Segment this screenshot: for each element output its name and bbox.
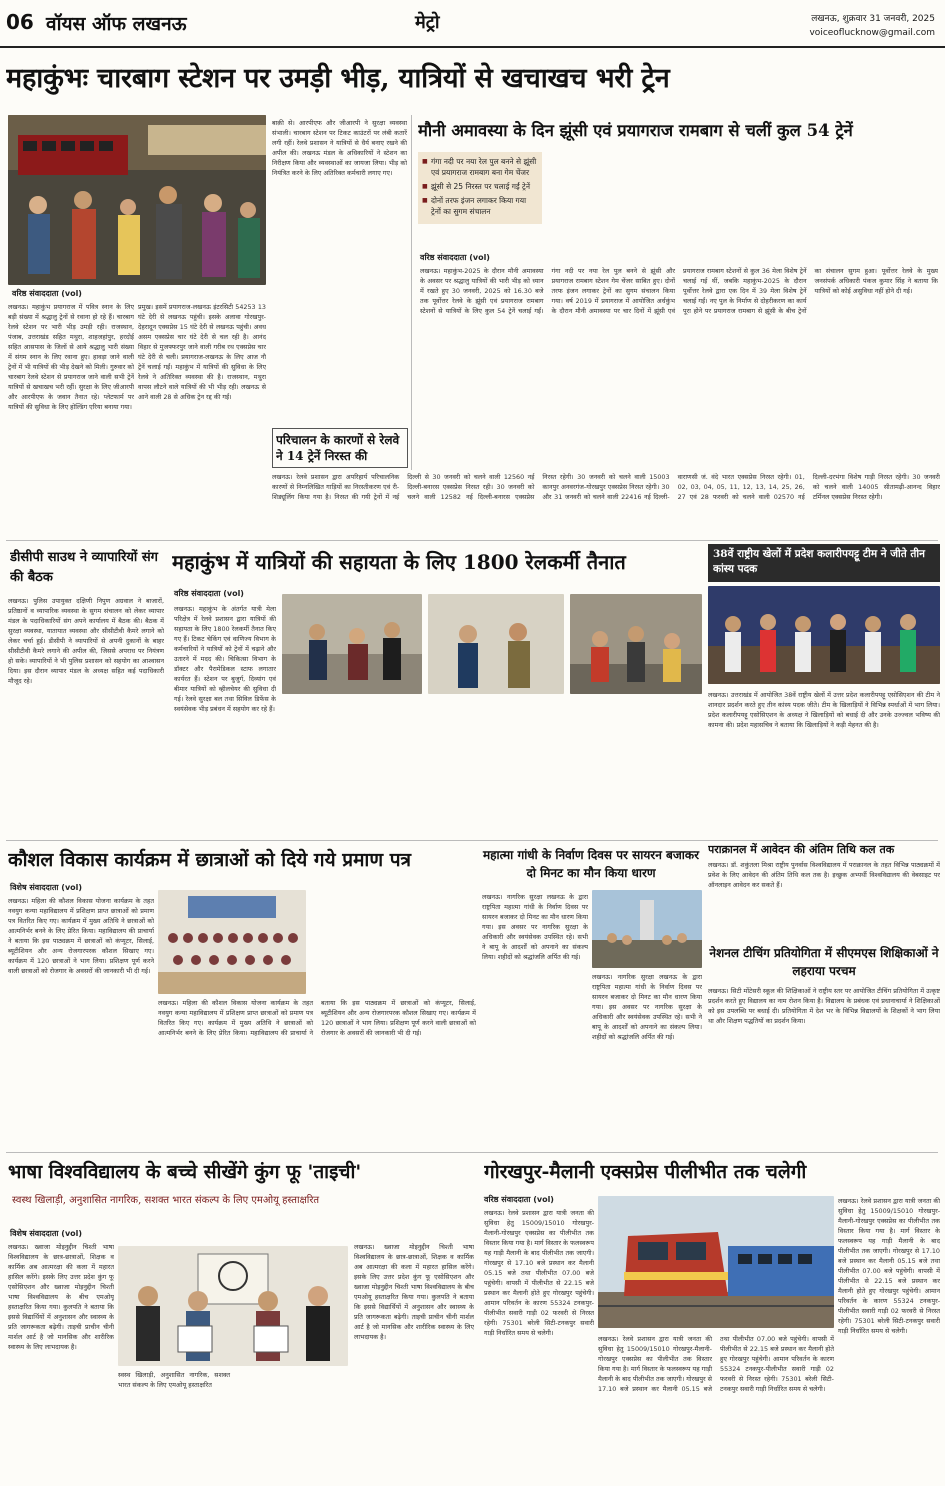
story11-photo: [118, 1246, 348, 1366]
section-name: मेट्रो: [415, 12, 440, 33]
story7-text: लखनऊ। डॉ. शकुंतला मिश्रा राष्ट्रीय पुनर्वास विश्वविद्यालय में पराक्रानल के तहत विभिन्न पाठ्यक्रमों में प्रवेश के लिए आवेदन की अंतिम तिथि कल तक है। इच्छुक अभ्यर्थी विश्वविद्यालय की वेबसाइट पर ऑनलाइन आवेदन कर सकते हैं।: [708, 861, 940, 889]
story5-photo-3: [570, 594, 702, 694]
story11-continuation: स्वस्थ खिलाड़ी, अनुशासित नागरिक, सशक्त भारत संकल्प के लिए एमओयू हस्ताक्षरित: [118, 1371, 230, 1389]
story5-text-cont: [282, 700, 702, 836]
platform-crowd-image: [570, 594, 702, 694]
story11-byline: विशेष संवाददाता (vol): [10, 1229, 83, 1238]
story4-text: लखनऊ। पुलिस उपायुक्त दक्षिणी निपुण अग्रवाल ने बाजारों, प्रतिष्ठानों व व्यापारिक व्यवस्था के सुगम संचालन को लेकर व्यापार मंडल के पदाधिकारियों संग अपने कार्यालय में बैठक की। बैठक में सुरक्षा व्यवस्था, यातायात व्यवस्था और सीसीटीवी कैमरे लगाने को लेकर चर्चा हुई। डीसीपी ने व्यापारियों से अपनी दुकानों के बाहर सीसीटीवी कैमरे लगाने की अपील की, जिससे अपराध पर नियंत्रण हो सके। व्यापारियों ने भी पुलिस प्रशासन को सहयोग का आश्वासन दिया। इस दौरान व्यापार मंडल के अध्यक्ष सहित कई पदाधिकारी मौजूद रहे।: [8, 597, 164, 685]
story10-text: लखनऊ। नागरिक सुरक्षा लखनऊ के द्वारा राष्ट्रपिता महात्मा गांधी के निर्वाण दिवस पर सायरन बजाकर दो मिनट का मौन धारण किया गया। इस अवसर पर नागरिक सुरक्षा के अधिकारी और स्वयंसेवक उपस्थित रहे। सभी ने बापू के आदर्शों को अपनाने का संकल्प लिया। शहीदों को श्रद्धांजलि अर्पित की गई।: [482, 893, 588, 961]
story11-text-side: [354, 1242, 474, 1478]
story2-headline: मौनी अमावस्या के दिन झूंसी एवं प्रयागराज रामबाग से चलीं कुल 54 ट्रेनें: [418, 121, 853, 140]
story12-side-continuation: लखनऊ। रेलवे प्रशासन द्वारा यात्री जनता की सुविधा हेतु 15009/15010 गोरखपुर-मैलानी-गोरखपुर एक्सप्रेस का पीलीभीत तक विस्तार किया गया है। मार्ग विस्तार के फलस्वरूप यह गाड़ी मैलानी के बाद पीलीभीत तक जाएगी। गोरखपुर से 17.10 बजे प्रस्थान कर मैलानी 05.15 बजे तथा पीलीभीत 07.00 बजे पहुंचेगी। वापसी में पीलीभीत से 22.15 बजे प्रस्थान कर मैलानी होते हुए गोरखपुर पहुंचेगी। आमान परिवर्तन के कारण 55324 टनकपुर-पीलीभीत सवारी गाड़ी 02 फरवरी से निरस्त रहेगी। 75301 बरेली सिटी-टनकपुर सवारी गाड़ी निर्धारित समय से चलेगी।: [838, 1197, 940, 1335]
crowd-at-station-image: [8, 115, 266, 285]
page-number: 06: [6, 10, 34, 34]
story2-bullets: [418, 152, 542, 224]
website: voiceoflucknow@gmail.com: [809, 28, 935, 38]
story9-headline: कौशल विकास कार्यक्रम में छात्राओं को दिये गये प्रमाण पत्र: [8, 849, 411, 871]
story11-headline: भाषा विश्वविद्यालय के बच्चे सीखेंगे कुंग फू 'ताइची': [8, 1161, 362, 1183]
story1-col1: लखनऊ। महाकुंभ प्रयागराज में पवित्र स्नान के लिए बड़ी संख्या में श्रद्धालु ट्रेनों से रवाना हो रहे हैं। चारबाग रेलवे स्टेशन पर भारी भीड़ उमड़ी रही। राजस्थान, पंजाब, उत्तराखंड सहित मथुरा, शाहजहांपुर, हरदोई सहित आसपास के जिलों से आये श्रद्धालु भारी संख्या में संगम स्नान के लिए रवाना हुए। हावड़ा जाने वाली ट्रेनों में भी यात्रियों की भीड़ देखने को मिली। गुरुवार को चारबाग रेलवे स्टेशन से प्रयागराज जाने वाली सभी ट्रेनें यात्रियों से खचाखच भरी रहीं। सुरक्षा के लिए जीआरपी और आरपीएफ के जवान तैनात रहे। प्लेटफार्म पर यात्रियों की सुविधा के लिए होल्डिंग एरिया बनाया गया।: [8, 303, 134, 411]
masthead: [0, 0, 945, 48]
story5-photo-2: [428, 594, 564, 694]
story9-text-cont: [158, 998, 476, 1148]
medal-winners-image: [708, 586, 940, 684]
story12-text-side: [838, 1196, 940, 1478]
story5-photo-1: [282, 594, 422, 694]
story10-photo: [592, 890, 702, 968]
memorial-gathering-image: [592, 890, 702, 968]
paper-name: वॉयस ऑफ लखनऊ: [46, 13, 187, 35]
story12-headline: गोरखपुर-मैलानी एक्सप्रेस पीलीभीत तक चलेगी: [484, 1161, 807, 1183]
story5-text: लखनऊ। महाकुंभ के अंतर्गत यात्री मेला परिक्षेत्र में रेलवे प्रशासन द्वारा यात्रियों की सहायता के लिए 1800 रेलकर्मी तैनात किए गए हैं। टिकट चेकिंग एवं वाणिज्य विभाग के कर्मचारियों ने यात्रियों को ट्रेनों में चढ़ाने और उतारने में मदद की। चिकित्सा विभाग के डॉक्टर और पैरामेडिकल स्टाफ लगातार कार्यरत हैं। स्टेशन पर बुजुर्ग, दिव्यांग एवं बीमार यात्रियों को व्हीलचेयर की सुविधा दी गई। रेलवे सुरक्षा बल तथा सिविल डिफेंस के स्वयंसेवक भीड़ प्रबंधन में सहयोग कर रहे हैं।: [174, 605, 276, 713]
column-divider: [411, 115, 412, 470]
story12-continuation: लखनऊ। रेलवे प्रशासन द्वारा यात्री जनता की सुविधा हेतु 15009/15010 गोरखपुर-मैलानी-गोरखपुर एक्सप्रेस का पीलीभीत तक विस्तार किया गया है। मार्ग विस्तार के फलस्वरूप यह गाड़ी मैलानी के बाद पीलीभीत तक जाएगी। गोरखपुर से 17.10 बजे प्रस्थान कर मैलानी 05.15 बजे तथा पीलीभीत 07.00 बजे पहुंचेगी। वापसी में पीलीभीत से 22.15 बजे प्रस्थान कर मैलानी होते हुए गोरखपुर पहुंचेगी। आमान परिवर्तन के कारण 55324 टनकपुर-पीलीभीत सवारी गाड़ी 02 फरवरी से निरस्त रहेगी। 75301 बरेली सिटी-टनकपुर सवारी गाड़ी निर्धारित समय से चलेगी।: [598, 1335, 834, 1393]
mou-signing-image: [118, 1246, 348, 1366]
dateline: [809, 12, 935, 40]
story12-text-bottom: [598, 1334, 834, 1478]
section-divider: [6, 840, 938, 841]
rail-staff-helping-image: [282, 594, 422, 694]
section-divider: [6, 540, 938, 541]
story10-text-cont: [592, 972, 702, 1146]
story1-col2: प्रमुख। इसमें प्रयागराज-लखनऊ इंटरसिटी 54253 13 घंटे देरी से लखनऊ पहुंची। इसके अलावा गोरखपुर-देहरादून एक्सप्रेस 15 घंटे देरी से लखनऊ पहुंची। अवध असम एक्सप्रेस चार घंटे देरी से चल रही है। आनंद विहार से मुजफ्फरपुर जाने वाली गरीब रथ एक्सप्रेस चार घंटे देरी से चली। प्रयागराज-लखनऊ के लिए आज नौ ट्रेनें चलाई गईं। महाकुंभ में यात्रियों की सुविधा के लिए रेलवे ने अतिरिक्त व्यवस्था की है। राजस्थान, मथुरा वापस लौटने वाले यात्रियों की भी भीड़ रही। लखनऊ से आने वाली 28 से अधिक ट्रेन रद्द की गईं।: [138, 303, 266, 401]
story1-byline: वरिष्ठ संवाददाता (vol): [12, 289, 82, 298]
story2-bullet: ■ दोनों तरफ इंजन लगाकर किया गया ट्रेनों का सुगम संचालन: [422, 195, 538, 217]
story10-headline: महात्मा गांधी के निर्वाण दिवस पर सायरन बजाकर दो मिनट का मौन किया धारण: [482, 848, 700, 880]
story7-headline: पराक्रानल में आवेदन की अंतिम तिथि कल तक: [708, 843, 895, 856]
story11-side-continuation: लखनऊ। ख्वाजा मोइनुद्दीन चिश्ती भाषा विश्वविद्यालय के छात्र-छात्राओं, शिक्षक व कार्मिक अब आत्मरक्षा की कला में महारत हासिल करेंगे। इसके लिए उत्तर प्रदेश कुंग फू एसोसिएशन और ख्वाजा मोइनुद्दीन चिश्ती भाषा विश्वविद्यालय के बीच एमओयू हस्ताक्षरित किया गया। कुलपति ने बताया कि इससे विद्यार्थियों में अनुशासन और स्वास्थ्य के प्रति जागरूकता बढ़ेगी। ताइची प्राचीन चीनी मार्शल आर्ट है जो मानसिक और शारीरिक स्वास्थ्य के लिए लाभदायक है।: [354, 1243, 474, 1341]
story11-text-cont: [118, 1370, 350, 1478]
story9-text: लखनऊ। महिला की कौशल विकास योजना कार्यक्रम के तहत नवयुग कन्या महाविद्यालय में प्रशिक्षण प्राप्त छात्राओं को प्रमाण पत्र वितरित किए गए। कार्यक्रम में मुख्य अतिथि ने छात्राओं को आत्मनिर्भर बनने के लिए प्रेरित किया। महाविद्यालय की प्राचार्या ने बताया कि इस पाठ्यक्रम में छात्राओं को कंप्यूटर, सिलाई, ब्यूटीशियन और अन्य रोजगारपरक कौशल सिखाए गए। कार्यक्रम में 120 छात्राओं ने भाग लिया। प्रशिक्षण पूर्ण करने वाली छात्राओं को रोजगार के अवसरों की जानकारी भी दी गई।: [8, 897, 154, 975]
story3-headline: परिचालन के कारणों से रेलवे ने 14 ट्रेनें निरस्त की: [276, 433, 400, 463]
certificate-ceremony-image: [158, 890, 306, 994]
story12-text: लखनऊ। रेलवे प्रशासन द्वारा यात्री जनता की सुविधा हेतु 15009/15010 गोरखपुर-मैलानी-गोरखपुर एक्सप्रेस का पीलीभीत तक विस्तार किया गया है। मार्ग विस्तार के फलस्वरूप यह गाड़ी मैलानी के बाद पीलीभीत तक जाएगी। गोरखपुर से 17.10 बजे प्रस्थान कर मैलानी 05.15 बजे तथा पीलीभीत 07.00 बजे पहुंचेगी। वापसी में पीलीभीत से 22.15 बजे प्रस्थान कर मैलानी होते हुए गोरखपुर पहुंचेगी। आमान परिवर्तन के कारण 55324 टनकपुर-पीलीभीत सवारी गाड़ी 02 फरवरी से निरस्त रहेगी। 75301 बरेली सिटी-टनकपुर सवारी गाड़ी निर्धारित समय से चलेगी।: [484, 1209, 594, 1337]
story5-byline: वरिष्ठ संवाददाता (vol): [174, 589, 244, 598]
story3-box: [272, 428, 408, 468]
story3-text: लखनऊ। रेलवे प्रशासन द्वारा अपरिहार्य परिचालनिक कारणों से निम्नलिखित गाड़ियों का निरस्तीकरण एवं री-शिड्यूलिंग किया गया है। निरस्त की गयी ट्रेनों में नई दिल्ली से 30 जनवरी को चलने वाली 12560 नई दिल्ली-बनारस एक्सप्रेस निरस्त रही। 30 जनवरी को चलने वाली 12582 नई दिल्ली-बनारस एक्सप्रेस निरस्त रहेगी। 30 जनवरी को चलने वाली 15003 कानपुर अनवरगंज-गोरखपुर एक्सप्रेस निरस्त रहेगी। 30 और 31 जनवरी को चलने वाली 22416 नई दिल्ली-वाराणसी जं. वंदे भारत एक्सप्रेस निरस्त रहेगी। 01, 02, 03, 04, 05, 11, 12, 13, 14, 25, 26, 27 एवं 28 फरवरी को चलने वाली 02570 नई दिल्ली-दरभंगा विशेष गाड़ी निरस्त रहेगी। 30 जनवरी को चलने वाली 14005 सीतामढ़ी-आनन्द विहार टर्मिनल एक्सप्रेस निरस्त रहेगी।: [272, 473, 940, 501]
train-locomotive-image: [598, 1196, 834, 1328]
section-divider: [6, 1152, 938, 1153]
date: लखनऊ, शुक्रवार 31 जनवरी, 2025: [811, 14, 935, 24]
story9-continuation: लखनऊ। महिला की कौशल विकास योजना कार्यक्रम के तहत नवयुग कन्या महाविद्यालय में प्रशिक्षण प्राप्त छात्राओं को प्रमाण पत्र वितरित किए गए। कार्यक्रम में मुख्य अतिथि ने छात्राओं को आत्मनिर्भर बनने के लिए प्रेरित किया। महाविद्यालय की प्राचार्या ने बताया कि इस पाठ्यक्रम में छात्राओं को कंप्यूटर, सिलाई, ब्यूटीशियन और अन्य रोजगारपरक कौशल सिखाए गए। कार्यक्रम में 120 छात्राओं ने भाग लिया। प्रशिक्षण पूर्ण करने वाली छात्राओं को रोजगार के अवसरों की जानकारी भी दी गई।: [158, 999, 476, 1037]
story6-headline: 38वें राष्ट्रीय खेलों में प्रदेश कलारीपयट्टू टीम ने जीते तीन कांस्य पदक: [713, 548, 925, 575]
story9-byline: विशेष संवाददाता (vol): [10, 883, 83, 892]
story8-headline: नेशनल टीचिंग प्रतियोगिता में सीएमएस शिक्षिकाओं ने लहराया परचम: [709, 946, 939, 978]
story12-photo: [598, 1196, 834, 1328]
story2-bullet: ■ झूंसी से 25 निरस्त पर चलाई गईं ट्रेनें: [422, 181, 538, 192]
story5-headline: महाकुंभ में यात्रियों की सहायता के लिए 1800 रेलकर्मी तैनात: [172, 550, 626, 574]
story2-text: लखनऊ। महाकुंभ-2025 के दौरान मौनी अमावस्या के अवसर पर श्रद्धालु यात्रियों की भारी भीड़ को ध्यान में रखते हुए 30 जनवरी, 2025 को 16.30 बजे तक पूर्वोत्तर रेलवे के झूंसी एवं प्रयागराज रामबाग स्टेशनों से यात्रियों के लिए कुल 54 ट्रेनें चलाई गईं। गंगा नदी पर नया रेल पुल बनने से झूंसी और प्रयागराज रामबाग स्टेशन गेम चेंजर साबित हुए। दोनों तरफ इंजन लगाकर ट्रेनों का सुगम संचालन किया गया। वर्ष 2019 में प्रयागराज में आयोजित अर्धकुंभ के दौरान मौनी अमावस्या पर चार दिनों में झूंसी एवं प्रयागराज रामबाग स्टेशनों से कुल 36 मेला विशेष ट्रेनें चलाई गई थीं, जबकि महाकुंभ-2025 के दौरान पूर्वोत्तर रेलवे द्वारा एक दिन में 39 मेला विशेष ट्रेनें चलाई गईं। नए पुल के निर्माण से दोहरीकरण का कार्य पूरा होने पर प्रयागराज रामबाग से झूंसी के बीच ट्रेनों का संचालन सुगम हुआ। पूर्वोत्तर रेलवे के मुख्य जनसंपर्क अधिकारी पंकज कुमार सिंह ने बताया कि यात्रियों को कोई असुविधा नहीं होने दी गई।: [420, 267, 938, 315]
story6-photo: [708, 586, 940, 684]
story2-bullet: ■ गंगा नदी पर नया रेल पुल बनने से झूंसी एवं प्रयागराज रामबाग बना गेम चेंजर: [422, 156, 538, 178]
story6-text: लखनऊ। उत्तराखंड में आयोजित 38वें राष्ट्रीय खेलों में उत्तर प्रदेश कलारीपयट्टू एसोसिएशन की टीम ने शानदार प्रदर्शन करते हुए तीन कांस्य पदक जीते। टीम के खिलाड़ियों ने विभिन्न स्पर्धाओं में भाग लिया। प्रदेश कलारीपयट्टू एसोसिएशन के अध्यक्ष ने खिलाड़ियों को बधाई दी और उनके उज्ज्वल भविष्य की कामना की। प्रदेश महासचिव ने बताया कि खिलाड़ियों ने कड़ी मेहनत की है।: [708, 691, 940, 729]
story10-continuation: लखनऊ। नागरिक सुरक्षा लखनऊ के द्वारा राष्ट्रपिता महात्मा गांधी के निर्वाण दिवस पर सायरन बजाकर दो मिनट का मौन धारण किया गया। इस अवसर पर नागरिक सुरक्षा के अधिकारी और स्वयंसेवक उपस्थित रहे। सभी ने बापू के आदर्शों को अपनाने का संकल्प लिया। शहीदों को श्रद्धांजलि अर्पित की गई।: [592, 973, 702, 1041]
story11-subhead: स्वस्थ खिलाड़ी, अनुशासित नागरिक, सशक्त भारत संकल्प के लिए एमओयू हस्ताक्षरित: [12, 1195, 320, 1206]
story9-photo: [158, 890, 306, 994]
volunteers-image: [428, 594, 564, 694]
story2-byline: वरिष्ठ संवाददाता (vol): [420, 253, 490, 262]
story1-headline: महाकुंभः चारबाग स्टेशन पर उमड़ी भीड़, यात्रियों से खचाखच भरी ट्रेन: [6, 63, 670, 94]
story6-header: [708, 544, 940, 582]
story11-text: लखनऊ। ख्वाजा मोइनुद्दीन चिश्ती भाषा विश्वविद्यालय के छात्र-छात्राओं, शिक्षक व कार्मिक अब आत्मरक्षा की कला में महारत हासिल करेंगे। इसके लिए उत्तर प्रदेश कुंग फू एसोसिएशन और ख्वाजा मोइनुद्दीन चिश्ती भाषा विश्वविद्यालय के बीच एमओयू हस्ताक्षरित किया गया। कुलपति ने बताया कि इससे विद्यार्थियों में अनुशासन और स्वास्थ्य के प्रति जागरूकता बढ़ेगी। ताइची प्राचीन चीनी मार्शल आर्ट है जो मानसिक और शारीरिक स्वास्थ्य के लिए लाभदायक है।: [8, 1243, 114, 1351]
story4-headline: डीसीपी साउथ ने व्यापारियों संग की बैठक: [10, 550, 158, 585]
story8-text: लखनऊ। सिटी मोंटेसरी स्कूल की शिक्षिकाओं ने राष्ट्रीय स्तर पर आयोजित टीचिंग प्रतियोगिता में उत्कृष्ट प्रदर्शन करते हुए विद्यालय का नाम रोशन किया है। विद्यालय के प्रबंधक एवं प्रधानाचार्या ने शिक्षिकाओं को इस उपलब्धि पर बधाई दी। प्रतियोगिता में देश भर के विभिन्न विद्यालयों के शिक्षकों ने भाग लिया था और शिक्षण पद्धतियों का प्रदर्शन किया।: [708, 987, 940, 1025]
story1-photo: [8, 115, 266, 285]
story12-byline: वरिष्ठ संवाददाता (vol): [484, 1195, 554, 1204]
story1-col3: बाक़ी से। आरपीएफ और जीआरपी ने सुरक्षा व्यवस्था संभाली। चारबाग स्टेशन पर टिकट काउंटरों पर लंबी कतारें लगी रहीं। रेलवे प्रशासन ने यात्रियों से धैर्य बनाए रखने की अपील की। लखनऊ मंडल के अधिकारियों ने स्टेशन का निरीक्षण किया और व्यवस्थाओं का जायजा लिया। भीड़ को नियंत्रित करने के लिए अतिरिक्त कर्मचारी लगाए गए।: [272, 119, 407, 177]
